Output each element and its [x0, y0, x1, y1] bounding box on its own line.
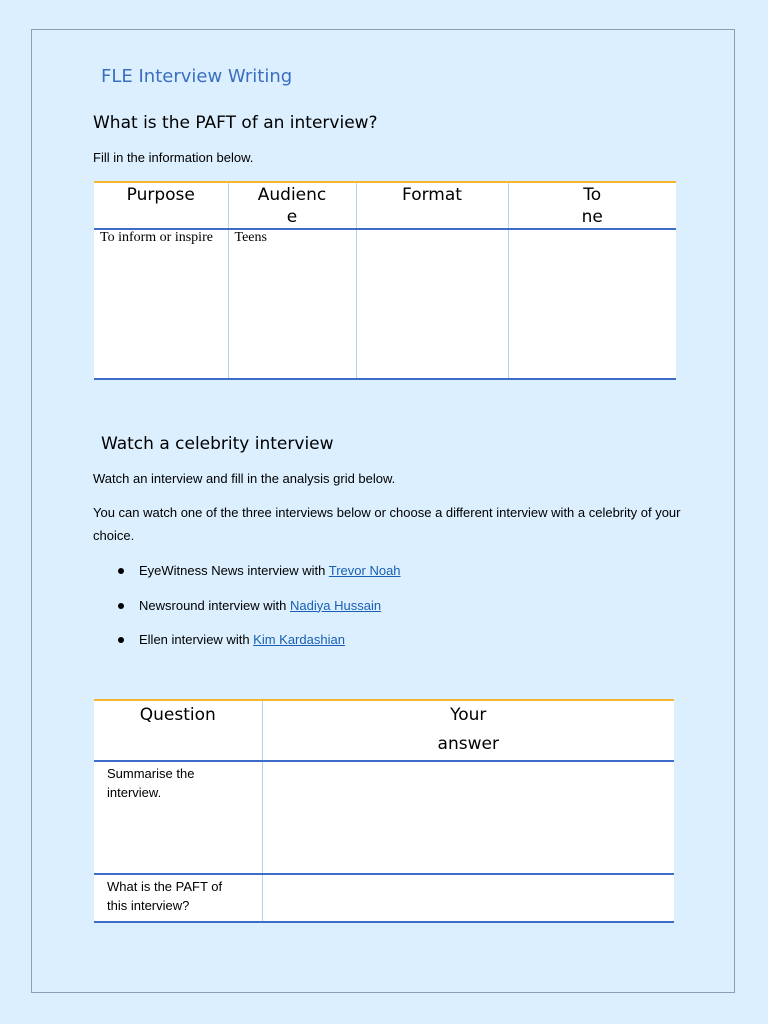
paft-header-audience: Audienc e — [228, 182, 356, 229]
answer-cell[interactable] — [262, 874, 674, 922]
interview-choice-text: You can watch one of the three interviews below or choose a different interview with a celebrity of your choice. — [93, 505, 681, 543]
answer-cell[interactable] — [262, 761, 674, 874]
question-cell: Summarise the interview. — [94, 761, 262, 874]
paft-header-tone: To ne — [508, 182, 676, 229]
paft-cell-tone[interactable] — [508, 229, 676, 379]
celebrity-heading: Watch a celebrity interview — [101, 434, 334, 454]
question-cell: What is the PAFT of this interview? — [94, 874, 262, 922]
paft-header-row — [94, 182, 676, 229]
list-item: Newsround interview with Nadiya Hussain — [118, 595, 401, 630]
list-item: Ellen interview with Kim Kardashian — [118, 629, 401, 664]
paft-header-purpose: Purpose — [94, 182, 228, 229]
link-trevor-noah[interactable]: Trevor Noah — [328, 563, 401, 578]
paft-instruction: Fill in the information below. — [93, 150, 254, 165]
link-kim-kardashian[interactable]: Kim Kardashian — [253, 632, 345, 647]
paft-cell-format[interactable] — [356, 229, 508, 379]
paft-row — [94, 229, 676, 379]
analysis-header-row — [94, 700, 674, 761]
header-your-answer: Your answer — [262, 700, 674, 761]
document-title: FLE Interview Writing — [101, 66, 293, 87]
paft-header-format: Format — [356, 182, 508, 229]
link-nadiya-hussain[interactable]: Nadiya Hussain — [290, 597, 382, 613]
analysis-grid-table — [94, 699, 674, 923]
analysis-instruction: Watch an interview and fill in the analysis grid below. — [93, 471, 396, 486]
interview-link-list — [118, 560, 401, 664]
paft-cell-audience[interactable]: Teens — [228, 229, 356, 379]
paft-cell-purpose[interactable]: To inform or inspire — [94, 229, 228, 379]
header-question: Question — [94, 700, 262, 761]
table-row — [94, 761, 674, 874]
paft-heading: What is the PAFT of an interview? — [93, 113, 378, 133]
list-item: EyeWitness News interview with Trevor Noah — [118, 560, 401, 595]
paft-table — [94, 181, 676, 380]
table-row — [94, 874, 674, 922]
